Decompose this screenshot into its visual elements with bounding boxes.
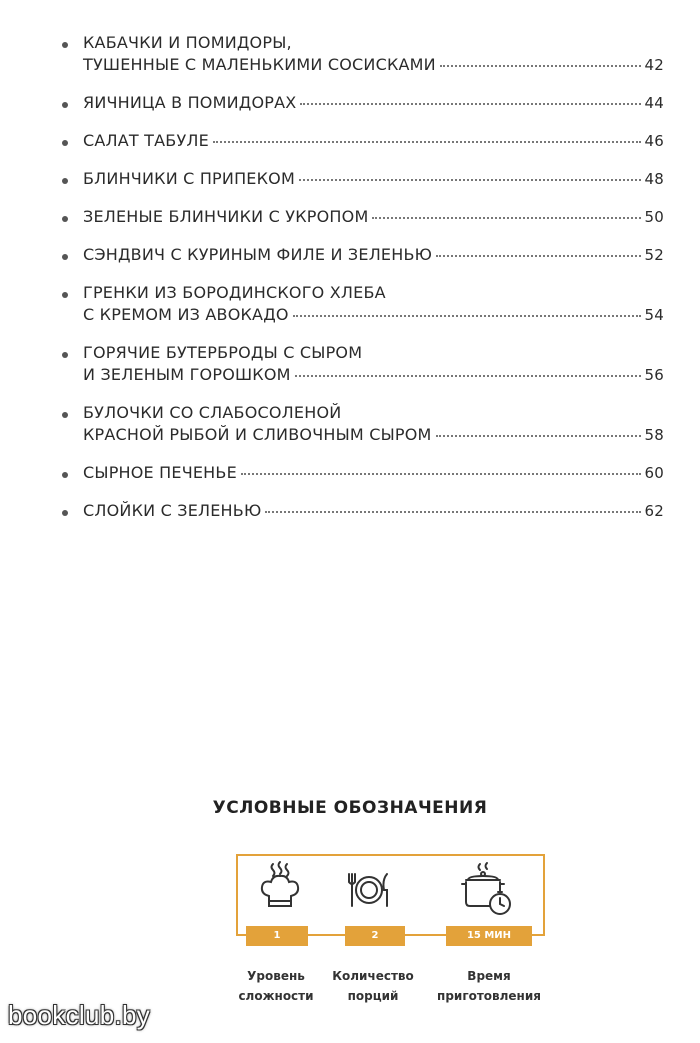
portions-caption: Количество порций [332, 969, 414, 1003]
toc-entry-title: ТУШЕННЫЕ С МАЛЕНЬКИМИ СОСИСКАМИ [83, 55, 436, 74]
toc-entry-title: И ЗЕЛЕНЫМ ГОРОШКОМ [83, 365, 291, 384]
legend-title: УСЛОВНЫЕ ОБОЗНАЧЕНИЯ [212, 798, 488, 818]
time-badge: 15 МИН [446, 926, 532, 946]
toc-entry-title: СЭНДВИЧ С КУРИНЫМ ФИЛЕ И ЗЕЛЕНЬЮ [83, 245, 433, 264]
toc-page-number: 44 [644, 94, 664, 112]
plate-cutlery-icon [344, 860, 394, 916]
dot-leader [293, 315, 641, 317]
toc-entry [62, 342, 664, 386]
toc-entry [62, 402, 664, 446]
toc-entry-title: ЗЕЛЕНЫЕ БЛИНЧИКИ С УКРОПОМ [83, 207, 369, 226]
dot-leader [265, 511, 640, 513]
bullet-icon [62, 102, 68, 108]
bullet-icon [62, 412, 68, 418]
toc-entry-title: СЫРНОЕ ПЕЧЕНЬЕ [83, 463, 237, 482]
bullet-icon [62, 254, 68, 260]
difficulty-caption: Уровень сложности [238, 969, 314, 1003]
toc-entry [62, 130, 664, 152]
bullet-icon [62, 510, 68, 516]
dot-leader [372, 217, 640, 219]
toc-entry-title: БЛИНЧИКИ С ПРИПЕКОМ [83, 169, 295, 188]
toc-entry-title-line: ГРЕНКИ ИЗ БОРОДИНСКОГО ХЛЕБА [83, 283, 386, 302]
chef-hat-icon [257, 860, 303, 916]
toc-entry [62, 32, 664, 76]
dot-leader [440, 65, 641, 67]
toc-page-number: 46 [644, 132, 664, 150]
table-of-contents [62, 32, 664, 538]
bullet-icon [62, 140, 68, 146]
bullet-icon [62, 352, 68, 358]
bullet-icon [62, 178, 68, 184]
dot-leader [436, 255, 640, 257]
pot-timer-icon [460, 860, 516, 920]
toc-page-number: 42 [644, 56, 664, 74]
dot-leader [295, 375, 641, 377]
toc-page-number: 54 [644, 306, 664, 324]
toc-page-number: 60 [644, 464, 664, 482]
toc-entry-title: С КРЕМОМ ИЗ АВОКАДО [83, 305, 289, 324]
watermark: bookclub.by [8, 1000, 151, 1030]
bullet-icon [62, 42, 68, 48]
toc-entry-title: САЛАТ ТАБУЛЕ [83, 131, 209, 150]
toc-entry-title: СЛОЙКИ С ЗЕЛЕНЬЮ [83, 501, 262, 520]
toc-page-number: 62 [644, 502, 664, 520]
toc-entry [62, 462, 664, 484]
time-legend-item [433, 860, 543, 920]
difficulty-badge: 1 [246, 926, 308, 946]
toc-entry-title-line: КАБАЧКИ И ПОМИДОРЫ, [83, 33, 292, 52]
bullet-icon [62, 216, 68, 222]
toc-entry-title: КРАСНОЙ РЫБОЙ И СЛИВОЧНЫМ СЫРОМ [83, 425, 432, 444]
toc-entry-title-line: БУЛОЧКИ СО СЛАБОСОЛЕНОЙ [83, 403, 342, 422]
toc-page-number: 52 [644, 246, 664, 264]
portions-badge: 2 [345, 926, 405, 946]
toc-page-number: 48 [644, 170, 664, 188]
toc-entry-title: ЯИЧНИЦА В ПОМИДОРАХ [83, 93, 297, 112]
toc-entry-title-line: ГОРЯЧИЕ БУТЕРБРОДЫ С СЫРОМ [83, 343, 363, 362]
dot-leader [241, 473, 641, 475]
toc-entry [62, 92, 664, 114]
toc-entry [62, 206, 664, 228]
bullet-icon [62, 472, 68, 478]
dot-leader [213, 141, 641, 143]
toc-page-number: 50 [644, 208, 664, 226]
toc-page-number: 56 [644, 366, 664, 384]
dot-leader [299, 179, 641, 181]
portions-legend-item [314, 860, 424, 916]
dot-leader [436, 435, 641, 437]
dot-leader [300, 103, 640, 105]
bullet-icon [62, 292, 68, 298]
toc-entry [62, 500, 664, 522]
toc-entry [62, 282, 664, 326]
toc-entry [62, 168, 664, 190]
time-caption: Время приготовления [437, 969, 541, 1003]
toc-page-number: 58 [644, 426, 664, 444]
toc-entry [62, 244, 664, 266]
